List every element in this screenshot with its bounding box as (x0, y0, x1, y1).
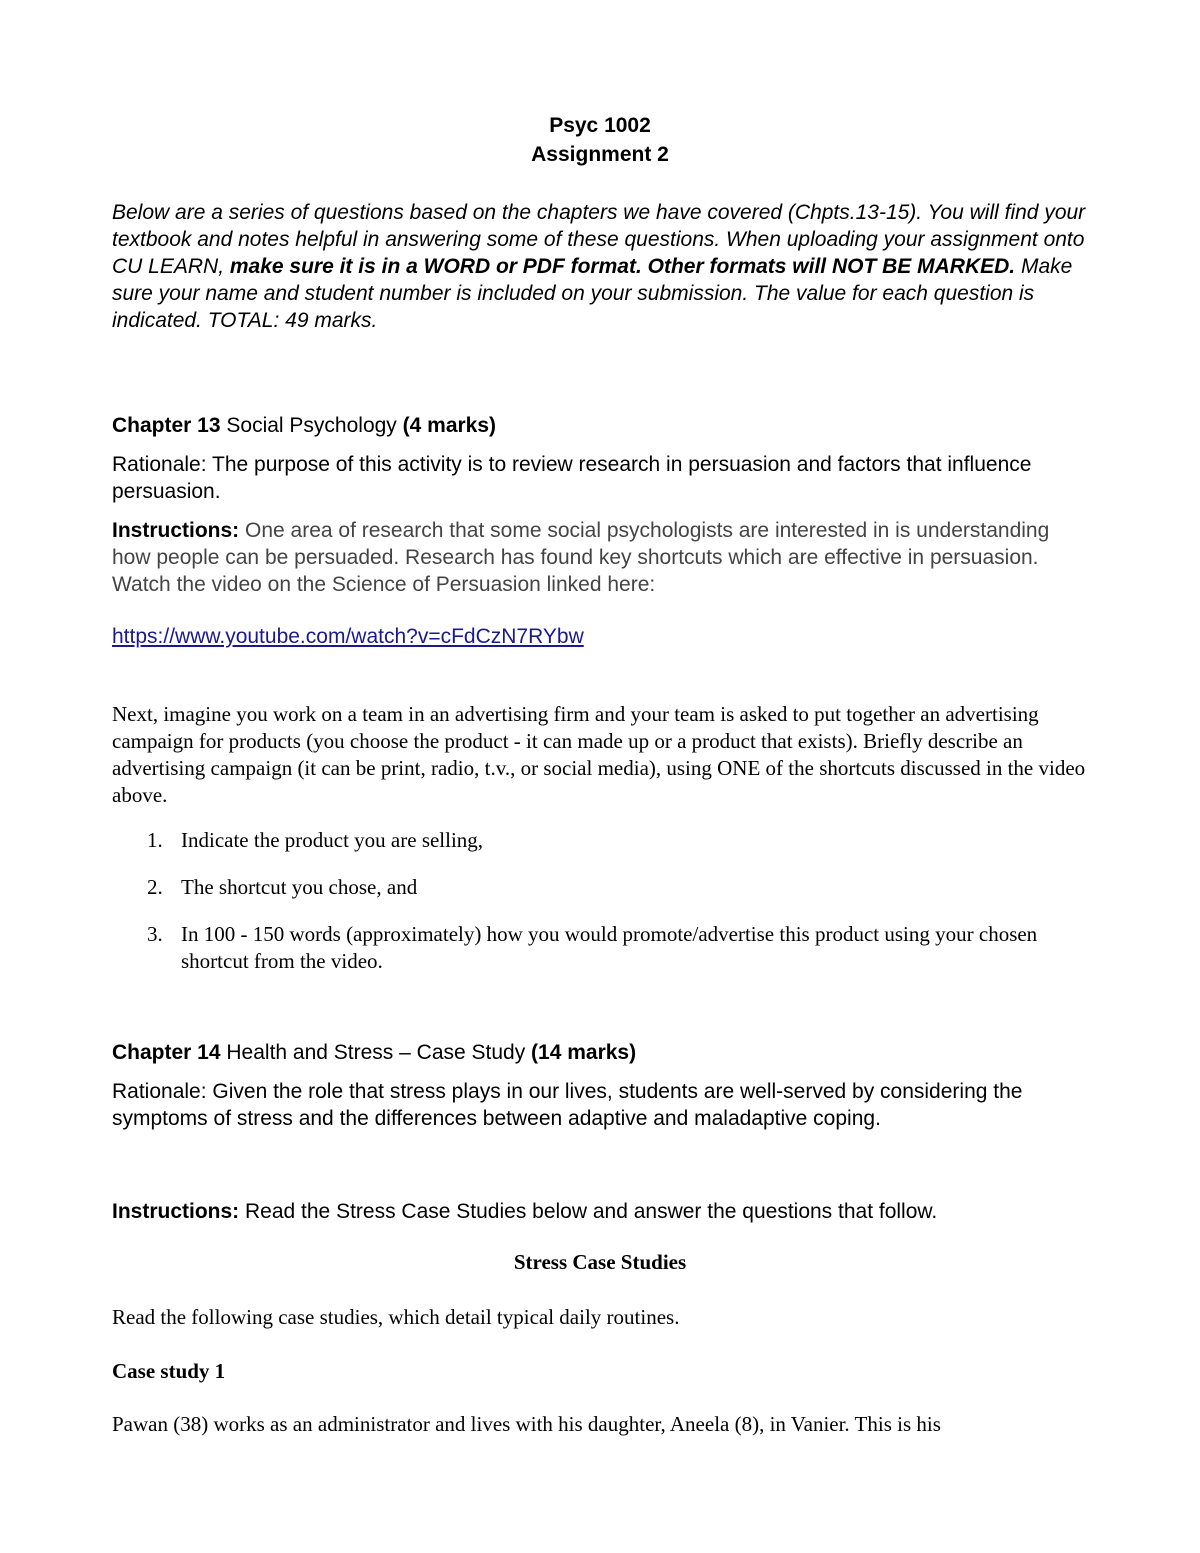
case-study-1-text: Pawan (38) works as an administrator and lives with his daughter, Aneela (8), in Vanier. This is his (112, 1412, 941, 1436)
chapter14-instructions-text: Read the Stress Case Studies below and answer the questions that follow. (239, 1200, 938, 1223)
list-item-number: 3. (147, 922, 163, 946)
case-study-1-label: Case study 1 (112, 1359, 226, 1383)
chapter14-instructions-label: Instructions: (112, 1200, 240, 1223)
course-title: Psyc 1002 (549, 114, 651, 137)
chapter14-topic: Health and Stress – Case Study (220, 1041, 532, 1064)
document-title (0, 111, 1200, 169)
video-link[interactable]: https://www.youtube.com/watch?v=cFdCzN7RYbw (112, 625, 584, 648)
list-item (112, 827, 1087, 854)
chapter13-label: Chapter 13 (112, 414, 221, 437)
chapter14-heading (112, 1039, 636, 1066)
list-item-text: Indicate the product you are selling, (181, 828, 484, 852)
intro-text-1: Below are a series of questions based on the chapters we have covered (Chpts.13-15). You will find your textbook and notes helpful in answering some of these questions. When uploading your assignment onto CU LEARN, (112, 201, 1086, 278)
intro-text-2: Make sure your name and student number is included on your submission. The value for each question is indicated. TOTAL: 49 marks. (112, 255, 1073, 332)
chapter13-task: Next, imagine you work on a team in an advertising firm and your team is asked to put together an advertising campaign for products (you choose the product - it can made up or a product that exists). Briefly describe an advertising campaign (it can be print, radio, t.v., or social media), using ONE of the shortcuts discussed in the video above. (112, 702, 1086, 807)
case-studies-title: Stress Case Studies (513, 1250, 687, 1274)
chapter13-marks: (4 marks) (402, 414, 497, 437)
chapter13-rationale: Rationale: The purpose of this activity is to review research in persuasion and factors that influence persuasion. (112, 453, 1032, 503)
chapter13-topic: Social Psychology (220, 414, 403, 437)
chapter13-instructions-text: One area of research that some social psychologists are interested in is understanding how people can be persuaded. Research has found key shortcuts which are effective in persuasion. Watch the video on the Science of Persuasion linked here: (112, 519, 1050, 596)
chapter13-task-list (112, 827, 1087, 995)
intro-paragraph (112, 199, 1097, 334)
case-studies-intro: Read the following case studies, which detail typical daily routines. (112, 1305, 680, 1329)
intro-format-warning: make sure it is in a WORD or PDF format. Other formats will NOT BE MARKED. (229, 255, 1016, 278)
list-item (112, 921, 1087, 975)
chapter13-instructions (112, 517, 1087, 598)
chapter14-instructions (112, 1198, 1087, 1225)
list-item-text: The shortcut you chose, and (181, 875, 418, 899)
assignment-title: Assignment 2 (531, 143, 669, 166)
list-item-text: In 100 - 150 words (approximately) how you would promote/advertise this product using your chosen shortcut from the video. (181, 922, 1038, 973)
list-item-number: 1. (147, 828, 163, 852)
chapter14-rationale: Rationale: Given the role that stress plays in our lives, students are well-served by considering the symptoms of stress and the differences between adaptive and maladaptive coping. (112, 1080, 1023, 1130)
chapter13-instructions-label: Instructions: (112, 519, 240, 542)
chapter13-heading (112, 412, 496, 439)
list-item (112, 874, 1087, 901)
chapter14-label: Chapter 14 (112, 1041, 221, 1064)
list-item-number: 2. (147, 875, 163, 899)
chapter14-marks: (14 marks) (531, 1041, 637, 1064)
